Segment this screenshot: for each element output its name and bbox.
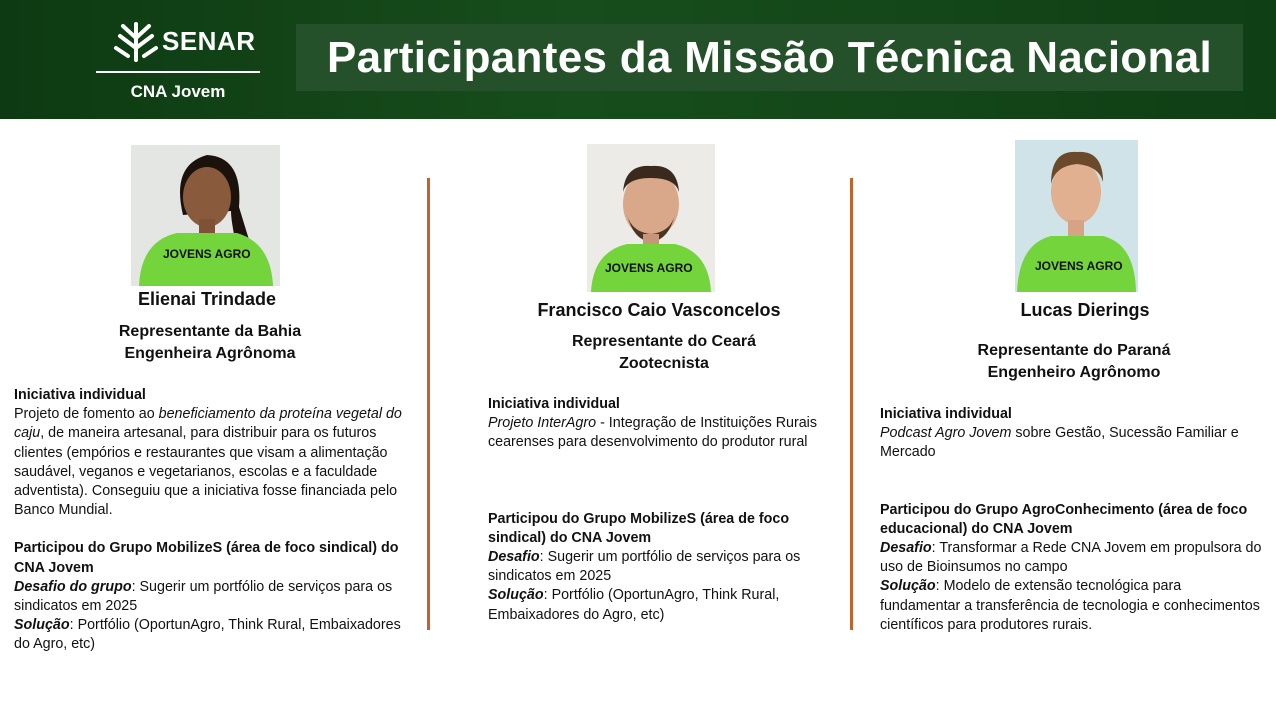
challenge-text: Desafio: Sugerir um portfólio de serviços para os sindicatos em 2025 (488, 549, 801, 585)
solution-text: Solução: Portfólio (OportunAgro, Think Rural, Embaixadores do Agro, etc) (14, 617, 401, 653)
header-banner (0, 0, 1276, 119)
group-heading: Participou do Grupo MobilizeS (área de foco sindical) do CNA Jovem (14, 540, 399, 576)
solution-text: Solução: Portfólio (OportunAgro, Think Rural, Embaixadores do Agro, etc) (488, 587, 780, 623)
participant-photo (587, 144, 715, 292)
portrait-image (1015, 140, 1138, 292)
column-divider-left (427, 178, 430, 630)
logo-subtitle: CNA Jovem (130, 82, 226, 101)
initiative-heading: Iniciativa individual (880, 406, 1012, 422)
logo-divider (96, 71, 260, 73)
participant-name: Francisco Caio Vasconcelos (537, 300, 781, 320)
participant-state: Representante da Bahia (118, 323, 302, 340)
page-title: Participantes da Missão Técnica Nacional (327, 32, 1212, 82)
group-heading: Participou do Grupo MobilizeS (área de foco sindical) do CNA Jovem (488, 510, 790, 546)
challenge-text: Desafio do grupo: Sugerir um portfólio de serviços para os sindicatos em 2025 (14, 578, 393, 615)
shirt-print: JOVENS AGRO (605, 261, 693, 275)
participant-profession: Engenheiro Agrônomo (987, 364, 1161, 381)
portrait-image (587, 144, 715, 292)
participant-photo (1015, 140, 1138, 292)
initiative-heading: Iniciativa individual (488, 396, 620, 412)
participant-role (60, 321, 360, 365)
column-divider-right (850, 178, 853, 630)
participant-name: Elienai Trindade (137, 289, 277, 309)
participant-name: Lucas Dierings (1020, 300, 1150, 320)
senar-logo (96, 14, 260, 104)
participant-state: Representante do Ceará (571, 333, 757, 350)
shirt-print: JOVENS AGRO (1035, 259, 1123, 273)
logo-wordmark: SENAR (162, 26, 256, 56)
participant-role (924, 340, 1224, 384)
participant-profession: Zootecnista (619, 355, 709, 372)
wheat-leaf-icon (112, 18, 160, 62)
group-heading: Participou do Grupo AgroConhecimento (área de foco educacional) do CNA Jovem (880, 501, 1248, 537)
initiative-text: Projeto InterAgro - Integração de Instituições Rurais cearenses para desenvolvimento do produtor rural (488, 415, 818, 451)
participant-details (880, 405, 1264, 635)
shirt-print: JOVENS AGRO (163, 247, 251, 261)
challenge-text: Desafio: Transformar a Rede CNA Jovem em propulsora do uso de Bioinsumos no campo (880, 540, 1262, 576)
participant-photo (131, 145, 280, 286)
portrait-image (131, 145, 280, 286)
participant-details (14, 386, 414, 655)
initiative-text: Podcast Agro Jovem sobre Gestão, Sucessão Familiar e Mercado (880, 425, 1239, 461)
participant-role (514, 331, 814, 375)
participant-profession: Engenheira Agrônoma (124, 345, 296, 362)
participant-state: Representante do Paraná (977, 342, 1171, 359)
participant-details (488, 395, 844, 625)
solution-text: Solução: Modelo de extensão tecnológica para fundamentar a transferência de tecnologia e conhecimentos científicos para produtores rurais. (880, 578, 1260, 633)
initiative-text: Projeto de fomento ao beneficiamento da proteína vegetal do caju, de maneira artesanal, para distribuir para os futuros clientes (empórios e restaurantes que visam a alimentação saudável, veganos e vegetarianos, escolas e a faculdade adventista). Conseguiu que a iniciativa fosse financiada pelo Banco Mundial. (14, 406, 402, 519)
initiative-heading: Iniciativa individual (14, 387, 146, 403)
page-title-box (296, 24, 1243, 91)
